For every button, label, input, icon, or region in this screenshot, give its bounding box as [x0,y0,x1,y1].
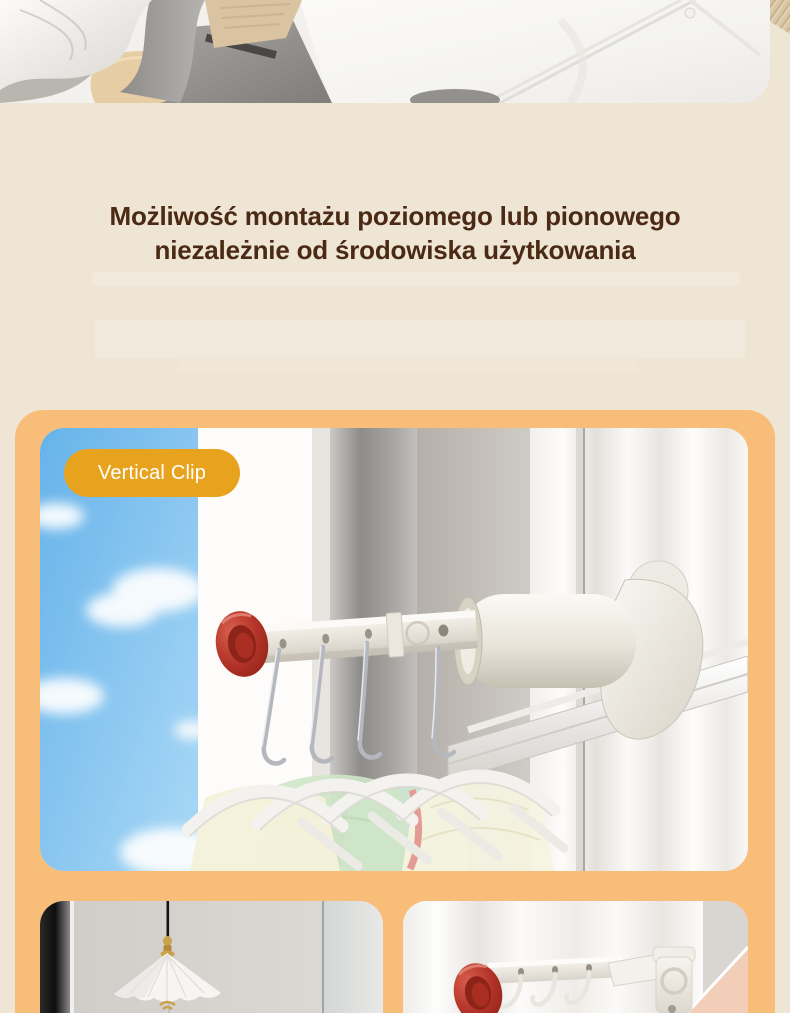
hero-photo [0,0,770,103]
clip-photo-scene [403,901,748,1013]
lamp-photo-scene [40,901,383,1013]
faint-box [95,320,745,358]
white-shirt [300,0,770,103]
hero-photo-scene [0,0,770,103]
faint-box [92,272,740,286]
faint-box [178,358,638,373]
telescope-tube [460,594,636,688]
gallery-card-clip [403,901,748,1013]
badge-label: Vertical Clip [97,461,207,484]
lamp-cord [167,901,170,937]
mirror-panel [322,901,383,1013]
heading-line-1: Możliwość montażu poziomego lub pionowego [109,201,681,231]
vertical-clip-badge [64,449,240,497]
gallery-card-lamp [40,901,383,1013]
heading-line-2: niezależnie od środowiska użytkowania [154,235,636,265]
dark-door-frame [40,901,70,1013]
shirt-button [685,8,695,18]
feature-panel [15,410,775,1013]
section-heading [0,199,790,267]
feature-photo-card [40,428,748,871]
brass-fitting [163,936,172,946]
